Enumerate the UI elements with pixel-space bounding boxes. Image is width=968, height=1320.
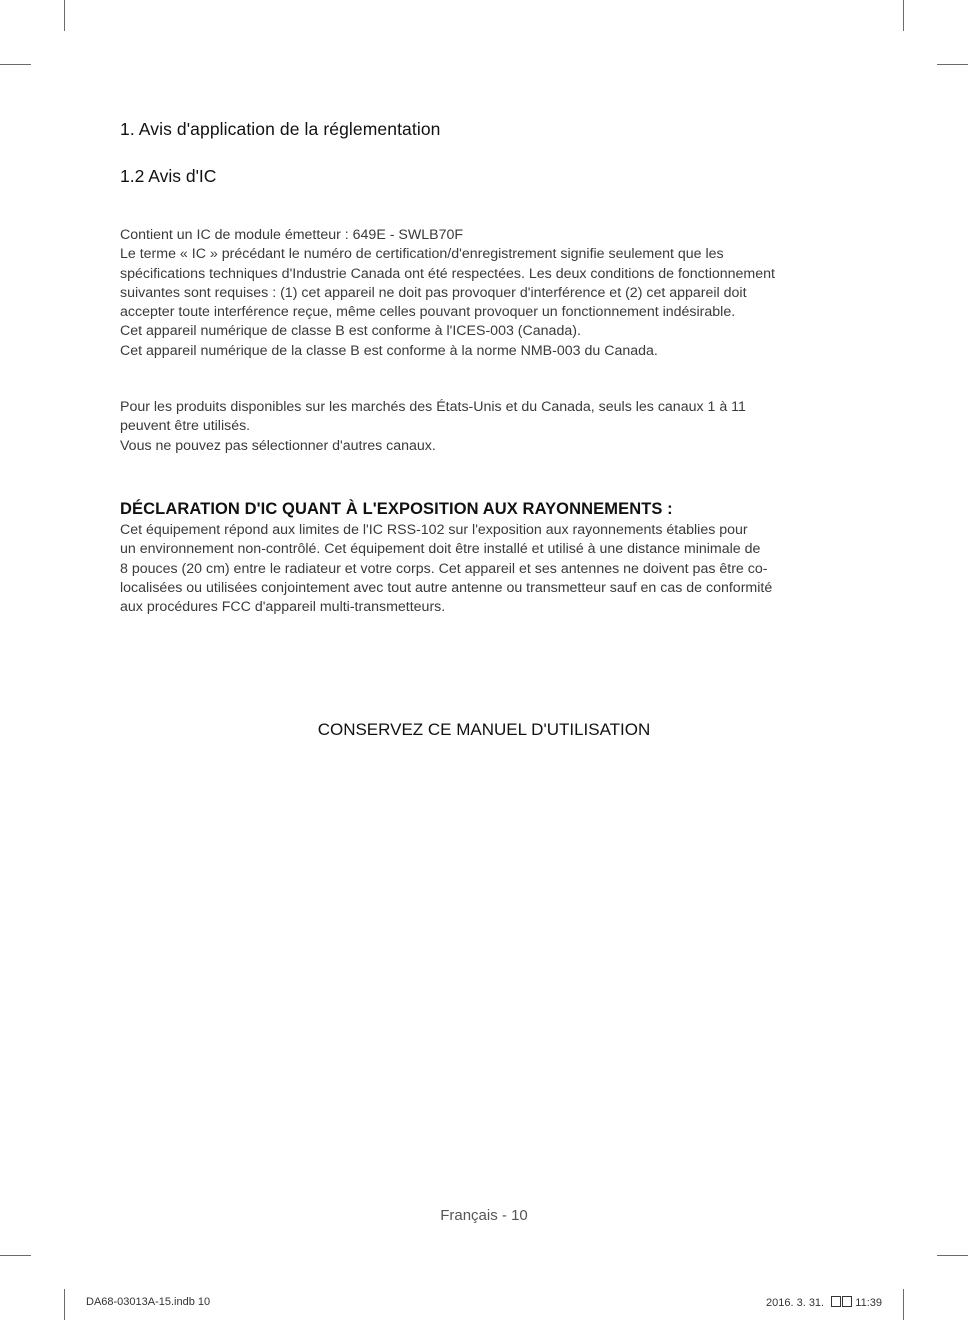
page-number-footer: Français - 10 bbox=[440, 1207, 528, 1224]
ic-notice-line: Contient un IC de module émetteur : 649E - SWLB70F bbox=[120, 227, 464, 243]
crop-mark-bottom-right-h bbox=[937, 1255, 968, 1256]
exposure-declaration-line: 8 pouces (20 cm) entre le radiateur et votre corps. Cet appareil et ses antennes ne doivent pas être co- bbox=[120, 560, 768, 577]
channels-notice-line: Pour les produits disponibles sur les marchés des États-Unis et du Canada, seuls les canaux 1 à 11 bbox=[120, 399, 746, 415]
exposure-declaration-title: DÉCLARATION D'IC QUANT À L'EXPOSITION AUX RAYONNEMENTS : bbox=[120, 500, 673, 518]
exposure-declaration-line: aux procédures FCC d'appareil multi-transmetteurs. bbox=[120, 599, 446, 616]
crop-mark-bottom-left bbox=[64, 1289, 65, 1320]
print-slug-time: 11:39 bbox=[855, 1297, 883, 1309]
section-title: 1. Avis d'application de la réglementation bbox=[120, 119, 441, 139]
crop-mark-bottom-right bbox=[903, 1289, 904, 1320]
ic-notice-paragraph bbox=[120, 226, 850, 361]
channels-notice-line: peuvent être utilisés. bbox=[120, 418, 251, 435]
ic-notice-line: Cet appareil numérique de classe B est conforme à l'ICES-003 (Canada). bbox=[120, 323, 581, 340]
box-glyph-icon bbox=[842, 1296, 852, 1307]
exposure-declaration-line: localisées ou utilisées conjointement avec tout autre antenne ou transmetteur sauf en cas de conformité bbox=[120, 579, 773, 596]
ic-notice-line: spécifications techniques d'Industrie Canada ont été respectées. Les deux conditions de fonctionnement bbox=[120, 265, 775, 282]
exposure-declaration-paragraph bbox=[120, 521, 850, 617]
crop-mark-top-left-h bbox=[0, 64, 31, 65]
ic-notice-line: accepter toute interférence reçue, même celles pouvant provoquer un fonctionnement indésirable. bbox=[120, 304, 736, 321]
exposure-declaration-line: un environnement non-contrôlé. Cet équipement doit être installé et utilisé à une distance minimale de bbox=[120, 541, 761, 558]
channels-notice-line: Vous ne pouvez pas sélectionner d'autres canaux. bbox=[120, 437, 436, 454]
box-glyph-icon bbox=[831, 1296, 841, 1307]
ic-notice-line: suivantes sont requises : (1) cet appareil ne doit pas provoquer d'interférence et (2) cet appareil doit bbox=[120, 284, 747, 301]
subsection-title: 1.2 Avis d'IC bbox=[120, 166, 217, 186]
print-slug-datetime bbox=[766, 1296, 882, 1309]
print-slug-date: 2016. 3. 31. bbox=[766, 1297, 825, 1309]
crop-mark-top-right bbox=[903, 0, 904, 31]
channels-notice-paragraph bbox=[120, 398, 850, 456]
crop-mark-bottom-left-h bbox=[0, 1255, 31, 1256]
exposure-declaration-line: Cet équipement répond aux limites de l'IC RSS-102 sur l'exposition aux rayonnements établies pour bbox=[120, 522, 748, 538]
ic-notice-line: Le terme « IC » précédant le numéro de certification/d'enregistrement signifie seulement que les bbox=[120, 246, 724, 263]
crop-mark-top-left bbox=[64, 0, 65, 31]
ic-notice-line: Cet appareil numérique de la classe B est conforme à la norme NMB-003 du Canada. bbox=[120, 342, 658, 359]
print-slug-file: DA68-03013A-15.indb 10 bbox=[86, 1296, 211, 1308]
keep-manual-notice: CONSERVEZ CE MANUEL D'UTILISATION bbox=[317, 720, 651, 739]
crop-mark-top-right-h bbox=[937, 64, 968, 65]
